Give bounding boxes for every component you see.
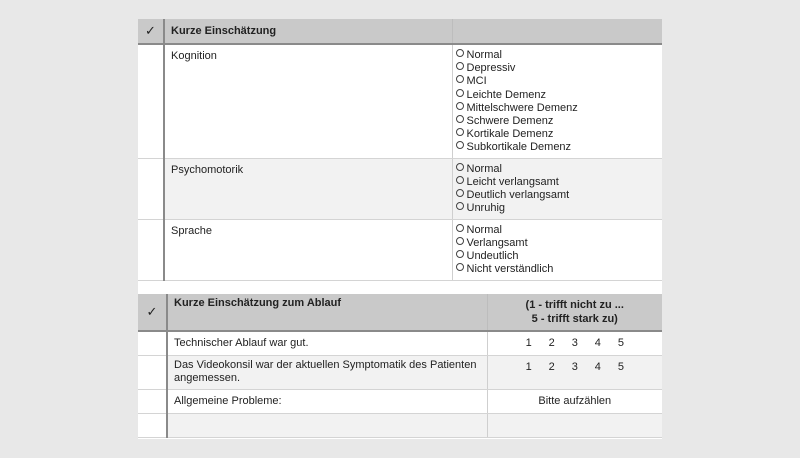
rating-option[interactable]: 1 [525,360,532,373]
radio-icon[interactable] [456,102,464,110]
radio-option[interactable]: Leichte Demenz [456,89,663,102]
table-row [138,331,662,355]
check-icon: ✓ [138,294,167,331]
radio-option[interactable]: Deutlich verlangsamt [456,189,663,202]
row-label: Das Videokonsil war der aktuellen Symptomatik des Patienten angemessen. [167,355,487,389]
option-list-cell [452,219,662,280]
row-label[interactable] [167,413,487,437]
problems-field[interactable]: Bitte aufzählen [487,389,662,413]
radio-icon[interactable] [456,141,464,149]
radio-option[interactable]: Verlangsamt [456,237,663,250]
radio-option[interactable]: Kortikale Demenz [456,128,663,141]
scale-header [487,294,662,331]
table-row [138,355,662,389]
rating-scale [487,355,662,389]
row-check-cell[interactable] [138,389,167,413]
radio-icon[interactable] [456,176,464,184]
radio-option[interactable]: Mittelschwere Demenz [456,102,663,115]
radio-icon[interactable] [456,202,464,210]
row-check-cell[interactable] [138,158,164,219]
radio-option[interactable]: MCI [456,75,663,88]
radio-option[interactable]: Nicht verständlich [456,263,663,276]
table-row [138,389,662,413]
row-check-cell[interactable] [138,331,167,355]
radio-option[interactable]: Undeutlich [456,250,663,263]
scale-header-line2: 5 - trifft stark zu) [531,313,618,325]
row-label: Sprache [164,219,452,280]
assessment-header-blank [452,19,662,44]
rating-option[interactable]: 4 [594,360,601,373]
table-row [138,44,662,158]
radio-icon[interactable] [456,75,464,83]
radio-icon[interactable] [456,49,464,57]
rating-option[interactable]: 3 [571,360,578,373]
radio-option[interactable]: Subkortikale Demenz [456,141,663,154]
rating-option[interactable]: 1 [525,337,532,350]
radio-icon[interactable] [456,189,464,197]
radio-icon[interactable] [456,163,464,171]
radio-icon[interactable] [456,237,464,245]
rating-option[interactable]: 2 [548,337,555,350]
rating-option[interactable]: 2 [548,360,555,373]
radio-group-sprache [453,220,663,280]
rating-option[interactable]: 5 [617,360,624,373]
form-sheet [138,19,662,439]
radio-group-psychomotorik [453,159,663,219]
radio-option[interactable]: Schwere Demenz [456,115,663,128]
table-row [138,219,662,280]
rating-scale [487,331,662,355]
radio-option[interactable]: Normal [456,163,663,176]
radio-group-kognition [453,45,663,158]
radio-icon[interactable] [456,89,464,97]
procedure-header [138,294,662,331]
radio-icon[interactable] [456,263,464,271]
row-check-cell[interactable] [138,44,164,158]
table-row [138,413,662,437]
row-check-cell[interactable] [138,355,167,389]
radio-option[interactable]: Normal [456,224,663,237]
radio-option[interactable]: Leicht verlangsamt [456,176,663,189]
option-list-cell [452,158,662,219]
row-check-cell[interactable] [138,219,164,280]
radio-option[interactable]: Unruhig [456,202,663,215]
radio-option[interactable]: Normal [456,49,663,62]
table-row [138,158,662,219]
procedure-title: Kurze Einschätzung zum Ablauf [167,294,487,331]
rating-option[interactable]: 3 [571,337,578,350]
assessment-header [138,19,662,44]
procedure-table [138,294,662,438]
row-label: Kognition [164,44,452,158]
radio-icon[interactable] [456,115,464,123]
radio-icon[interactable] [456,128,464,136]
check-icon: ✓ [138,19,164,44]
assessment-title: Kurze Einschätzung [164,19,452,44]
row-label: Technischer Ablauf war gut. [167,331,487,355]
rating-option[interactable]: 5 [617,337,624,350]
scale-header-line1: (1 - trifft nicht zu ... [525,299,624,311]
row-label: Allgemeine Probleme: [167,389,487,413]
row-label: Psychomotorik [164,158,452,219]
row-check-cell[interactable] [138,413,167,437]
rating-option[interactable]: 4 [594,337,601,350]
radio-icon[interactable] [456,250,464,258]
radio-icon[interactable] [456,62,464,70]
radio-option[interactable]: Depressiv [456,62,663,75]
assessment-table [138,19,662,281]
radio-icon[interactable] [456,224,464,232]
option-list-cell [452,44,662,158]
blank-field[interactable] [487,413,662,437]
